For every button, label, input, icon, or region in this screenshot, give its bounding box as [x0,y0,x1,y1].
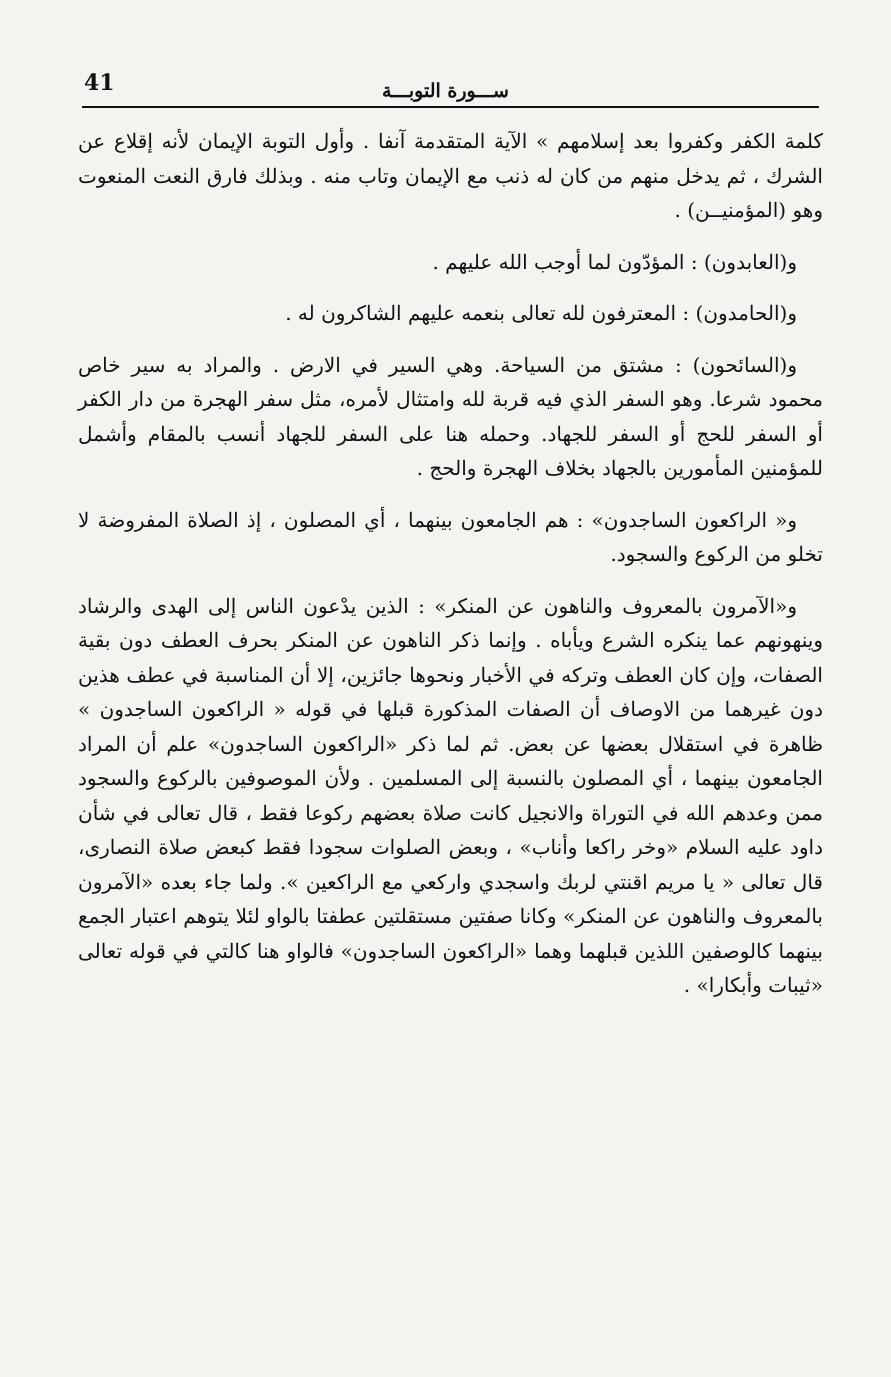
header-rule [82,106,819,108]
paragraph-4: و(السائحون) : مشتق من السياحة. وهي السير في الارض . والمراد به سير خاص محمود شرعا. وهو السفر الذي فيه قربة لله وامتثال لأمره، مثل سفر الهجرة من دار الكفر أو السفر للحج أو السفر للجهاد. وحمله هنا على السفر للجهاد أنسب بالمقام وأشمل للمؤمنين المأمورين بالجهاد بخلاف الهجرة والحج . [78,352,823,480]
paragraph-6: و«الآمرون بالمعروف والناهون عن المنكر» : الذين يدْعون الناس إلى الهدى والرشاد وينهونهم عما ينكره الشرع ويأباه . وإنما ذكر الناهون عن المنكر بحرف العطف دون بقية الصفات، وإن كان العطف وتركه في الأخبار ونحوها جائزين، إلا أن المناسبة في عطف هذين دون غيرهما من الاوصاف أن الصفات المذكورة قبلها في قوله « الراكعون الساجدون » ظاهرة في استقلال بعضها عن بعض. ثم لما ذكر «الراكعون الساجدون» علم أن المراد الجامعون بينهما ، أي المصلون بالنسبة إلى المسلمين . ولأن الموصوفين بالركوع والسجود ممن وعدهم الله في التوراة والانجيل كانت صلاة بعضهم ركوعا فقط ، قال تعالى في شأن داود عليه السلام «وخر راكعا وأناب» ، وبعض الصلوات سجودا فقط كبعض صلاة النصارى، قال تعالى « يا مريم اقنتي لربك واسجدي واركعي مع الراكعين ». ولما جاء بعده «الآمرون بالمعروف والناهون عن المنكر» وكانا صفتين مستقلتين عطفتا بالواو لئلا يتوهم اعتبار الجمع بينهما كالوصفين اللذين قبلهما وهما «الراكعون الساجدون» فالواو هنا كالتي في قوله تعالى «ثيبات وأبكارا» . [78,593,823,997]
body-text [78,124,823,1003]
paragraph-1: كلمة الكفر وكفروا بعد إسلامهم » الآية المتقدمة آنفا . وأول التوبة الإيمان لأنه إقلاع عن الشرك ، ثم يدخل منهم من كان له ذنب مع الإيمان وتاب منه . وبذلك فارق النعت المنعوت وهو (المؤمنيــن) . [78,129,823,222]
running-title: ســـورة التوبـــة [382,80,509,102]
paragraph-2: و(العابدون) : المؤدّون لما أوجب الله عليهم . [432,249,797,274]
paragraph-3: و(الحامدون) : المعترفون لله تعالى بنعمه عليهم الشاكرون له . [285,301,797,325]
page-number: 41 [84,70,115,96]
paragraph-5: و« الراكعون الساجدون» : هم الجامعون بينهما ، أي المصلون ، إذ الصلاة المفروضة لا تخلو من الركوع والسجود. [78,507,823,566]
